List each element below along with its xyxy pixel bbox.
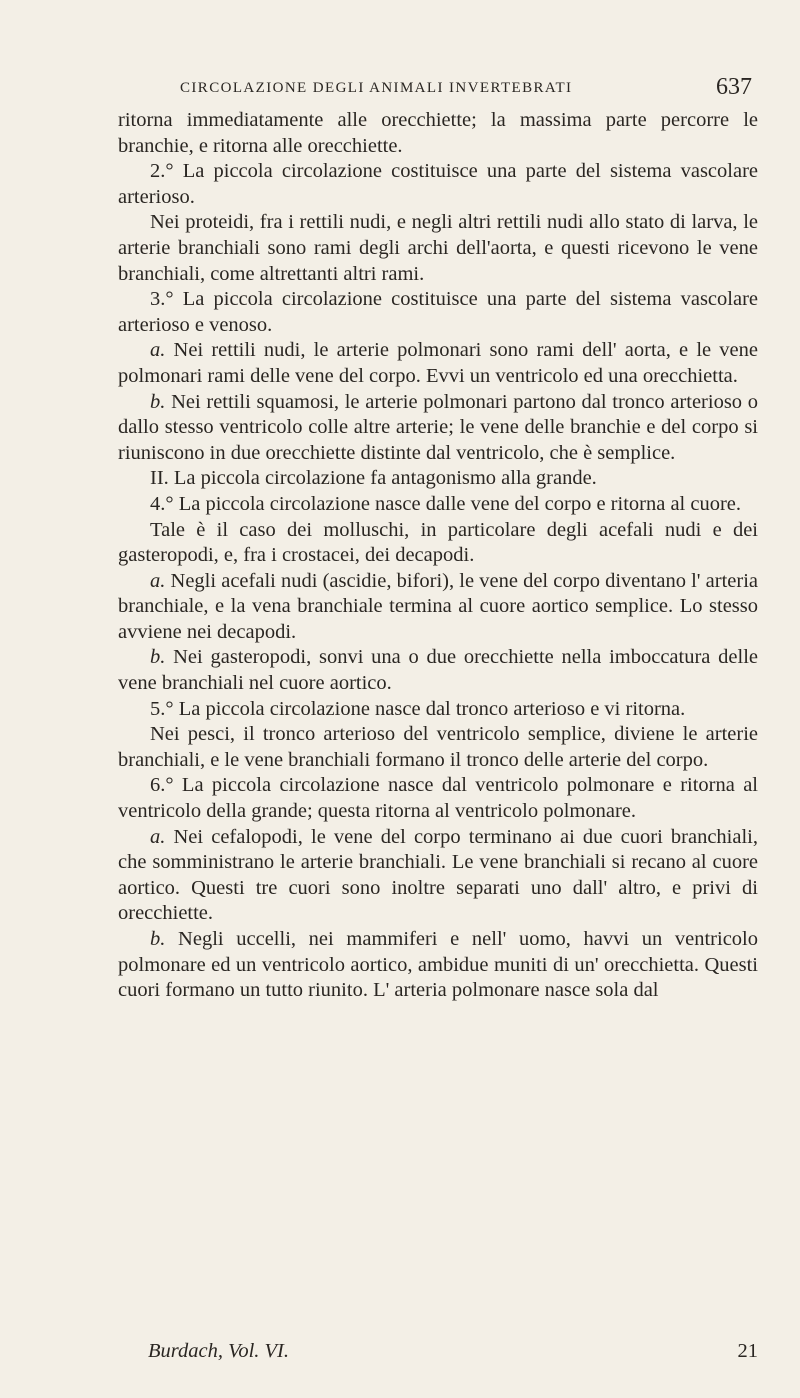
paragraph-text: Nei rettili squamosi, le arterie polmonari partono dal tronco arterioso o dallo stesso ventricolo colle altre arterie; le vene delle branchie e del corpo si riuniscono in due orecchiette distinte dal ventricolo, che è semplice. xyxy=(118,390,758,464)
paragraph-text: Negli acefali nudi (ascidie, bifori), le vene del corpo diventano l' arteria branchiale, e la vena branchiale termina al cuore aortico semplice. Lo stesso avviene nei decapodi. xyxy=(118,569,758,643)
paragraph xyxy=(118,466,758,492)
item-label: a. xyxy=(150,825,166,848)
paragraph-text: 2.° La piccola circolazione costituisce una parte del sistema vascolare arterioso. xyxy=(118,160,758,208)
paragraph-text: Nei proteidi, fra i rettili nudi, e negli altri rettili nudi allo stato di larva, le arterie branchiali sono rami degli archi dell'aorta, e questi ricevono le vene branchiali, come altrettanti altri rami. xyxy=(118,211,758,285)
item-label: b. xyxy=(150,646,166,669)
page-footer xyxy=(118,1340,758,1370)
item-label: a. xyxy=(150,339,166,362)
paragraph xyxy=(118,210,758,287)
paragraph xyxy=(118,492,758,518)
paragraph-text: II. La piccola circolazione fa antagonismo alla grande. xyxy=(150,467,597,490)
sheet-mark: 21 xyxy=(737,1340,758,1362)
item-label: b. xyxy=(150,390,166,413)
paragraph xyxy=(118,108,758,159)
paragraph-text: Tale è il caso dei molluschi, in particolare degli acefali nudi e dei gasteropodi, e, fra i crostacei, dei decapodi. xyxy=(118,518,758,567)
paragraph xyxy=(118,722,758,773)
paragraph-text: 5.° La piccola circolazione nasce dal tronco arterioso e vi ritorna. xyxy=(150,697,686,720)
paragraph xyxy=(118,927,758,1004)
paragraph xyxy=(118,338,758,389)
paragraph-text: ritorna immediatamente alle orecchiette; la massima parte percorre le branchie, e ritorna alle orecchiette. xyxy=(118,109,758,157)
paragraph xyxy=(118,287,758,338)
paragraph xyxy=(118,518,758,569)
paragraph-text: 4.° La piccola circolazione nasce dalle vene del corpo e ritorna al cuore. xyxy=(150,492,742,515)
paragraph-text: Nei gasteropodi, sonvi una o due orecchiette nella imboccatura delle vene branchiali nel cuore aortico. xyxy=(118,646,758,695)
body-text xyxy=(118,108,758,1004)
paragraph-text: Negli uccelli, nei mammiferi e nell' uomo, havvi un ventricolo polmonare ed un ventricolo aortico, ambidue muniti di un' orecchietta. Questi cuori formano un tutto riunito. L' arteria polmonare nasce sola dal xyxy=(118,928,758,1002)
paragraph xyxy=(118,773,758,824)
paragraph-text: Nei cefalopodi, le vene del corpo terminano ai due cuori branchiali, che somministrano le arterie branchiali. Le vene branchiali si recano al cuore aortico. Questi tre cuori sono inoltre separati uno dall' altro, e privi di orecchiette. xyxy=(118,825,758,925)
paragraph-text: Nei pesci, il tronco arterioso del ventricolo semplice, diviene le arterie branchiali, e le vene branchiali formano il tronco delle arterie del corpo. xyxy=(118,723,758,771)
paragraph xyxy=(118,697,758,723)
paragraph xyxy=(118,159,758,210)
item-label: b. xyxy=(150,928,166,950)
page-number: 637 xyxy=(716,74,752,100)
item-label: a. xyxy=(150,569,166,592)
paragraph-text: Nei rettili nudi, le arterie polmonari sono rami dell' aorta, e le vene polmonari rami delle vene del corpo. Evvi un ventricolo ed una orecchietta. xyxy=(118,339,758,387)
paragraph xyxy=(118,390,758,467)
paragraph xyxy=(118,569,758,646)
running-head: CIRCOLAZIONE DEGLI ANIMALI INVERTEBRATI xyxy=(180,80,573,96)
paragraph-text: 6.° La piccola circolazione nasce dal ventricolo polmonare e ritorna al ventricolo della grande; questa ritorna al ventricolo polmonare. xyxy=(118,774,758,823)
paragraph-text: 3.° La piccola circolazione costituisce una parte del sistema vascolare arterioso e venoso. xyxy=(118,288,758,336)
paragraph xyxy=(118,645,758,696)
signature-line: Burdach, Vol. VI. xyxy=(148,1340,290,1362)
paragraph xyxy=(118,825,758,927)
